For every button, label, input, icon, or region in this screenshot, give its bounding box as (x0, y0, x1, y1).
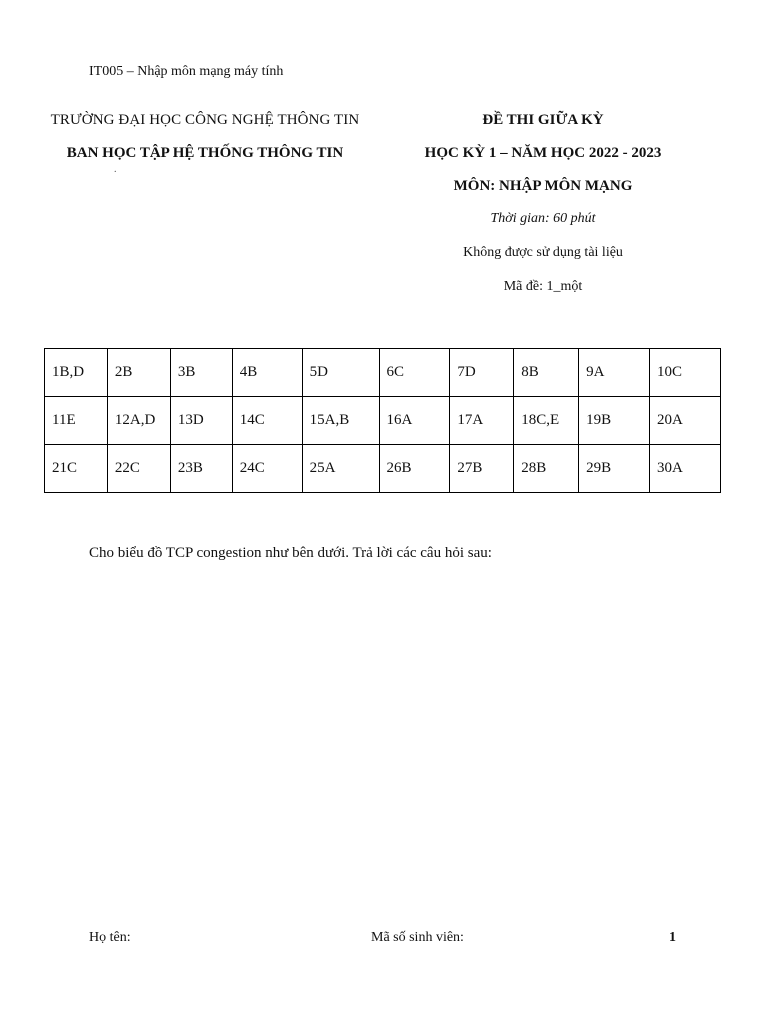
no-documents-note: Không được sử dụng tài liệu (463, 245, 623, 260)
answer-cell: 30A (650, 445, 721, 493)
answer-row (45, 349, 721, 397)
exam-subject: MÔN: NHẬP MÔN MẠNG (453, 178, 633, 194)
answer-cell: 27B (450, 445, 514, 493)
answer-cell: 7D (450, 349, 514, 397)
answer-cell: 23B (170, 445, 232, 493)
exam-code: Mã đề: 1_một (503, 279, 583, 294)
exam-semester: HỌC KỲ 1 – NĂM HỌC 2022 - 2023 (424, 145, 662, 161)
answer-row (45, 397, 721, 445)
answer-cell: 3B (170, 349, 232, 397)
answer-cell: 6C (379, 349, 450, 397)
answer-cell: 9A (579, 349, 650, 397)
exam-title: ĐỀ THI GIỮA KỲ (482, 112, 604, 128)
answer-cell: 19B (579, 397, 650, 445)
answer-key-table (44, 348, 721, 493)
answer-cell: 22C (107, 445, 170, 493)
answer-cell: 1B,D (45, 349, 108, 397)
answer-cell: 2B (107, 349, 170, 397)
answer-cell: 24C (232, 445, 302, 493)
answer-cell: 28B (514, 445, 579, 493)
answer-cell: 13D (170, 397, 232, 445)
answer-row (45, 445, 721, 493)
footer-student-id-label: Mã số sinh viên: (371, 930, 464, 945)
question-intro: Cho biểu đồ TCP congestion như bên dưới. Trả lời các câu hỏi sau: (89, 545, 492, 561)
school-name: TRƯỜNG ĐẠI HỌC CÔNG NGHỆ THÔNG TIN (50, 112, 360, 128)
answer-cell: 21C (45, 445, 108, 493)
course-code: IT005 – Nhập môn mạng máy tính (89, 64, 284, 79)
stray-dot: . (114, 164, 117, 175)
exam-duration: Thời gian: 60 phút (490, 211, 596, 226)
answer-cell: 5D (302, 349, 379, 397)
answer-cell: 8B (514, 349, 579, 397)
department-name: BAN HỌC TẬP HỆ THỐNG THÔNG TIN (66, 145, 344, 161)
answer-cell: 17A (450, 397, 514, 445)
answer-cell: 18C,E (514, 397, 579, 445)
answer-cell: 20A (650, 397, 721, 445)
answer-cell: 12A,D (107, 397, 170, 445)
page-number: 1 (669, 930, 676, 945)
answer-cell: 10C (650, 349, 721, 397)
answer-cell: 15A,B (302, 397, 379, 445)
answer-cell: 16A (379, 397, 450, 445)
answer-cell: 4B (232, 349, 302, 397)
answer-cell: 11E (45, 397, 108, 445)
answer-cell: 25A (302, 445, 379, 493)
answer-cell: 14C (232, 397, 302, 445)
footer-name-label: Họ tên: (89, 930, 131, 945)
answer-cell: 26B (379, 445, 450, 493)
answer-cell: 29B (579, 445, 650, 493)
